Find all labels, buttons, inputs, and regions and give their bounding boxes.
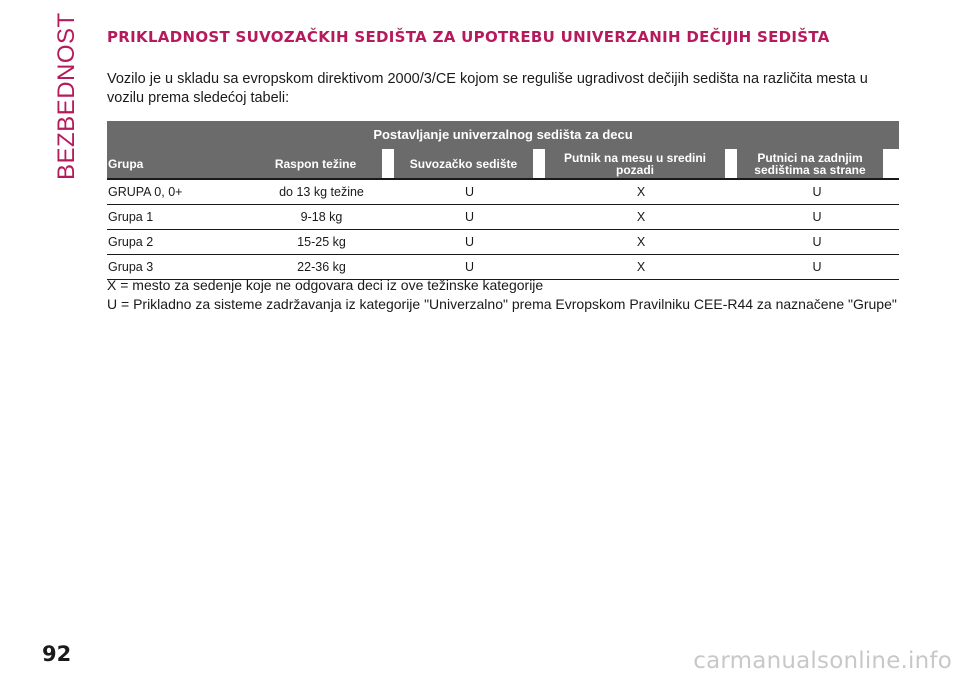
cell-group: Grupa 3 (108, 260, 154, 274)
cell-group: Grupa 2 (108, 235, 154, 249)
page-number: 92 (42, 642, 72, 666)
cell-rear-center: X (636, 210, 646, 224)
header-group: Grupa (107, 149, 249, 178)
cell-passenger: U (464, 260, 475, 274)
cell-weight: do 13 kg težine (279, 185, 364, 199)
table-caption: Postavljanje univerzalnog sedišta za decu (107, 121, 899, 149)
header-rear-center: Putnik na mesu u sredini pozadi (545, 149, 725, 178)
section-tab (52, 12, 82, 180)
cell-group: GRUPA 0, 0+ (108, 185, 183, 199)
cell-rear-sides: U (812, 185, 822, 199)
page-title: PRIKLADNOST SUVOZAČKIH SEDIŠTA ZA UPOTREBU UNIVERZANIH DEČIJIH SEDIŠTA (107, 28, 830, 46)
cell-rear-center: X (636, 185, 646, 199)
cell-rear-center: X (636, 260, 646, 274)
header-rear-sides: Putnici na zadnjim sedištima sa strane (737, 149, 883, 178)
header-separator (725, 149, 737, 178)
legend-u: U = Prikladno za sisteme zadržavanja iz kategorije "Univerzalno" prema Evropskom Pravilniku CEE-R44 za naznačene "Grupe" (107, 296, 897, 312)
intro-paragraph: Vozilo je u skladu sa evropskom direktivom 2000/3/CE kojom se reguliše ugradivost dečijih sedišta na različita mesta u vozilu prema sledećoj tabeli: (107, 71, 868, 106)
header-weight-range: Raspon težine (249, 149, 382, 178)
cell-rear-sides: U (812, 260, 822, 274)
header-passenger-seat: Suvozačko sedište (394, 149, 533, 178)
cell-rear-sides: U (812, 235, 822, 249)
table-header-row (107, 149, 899, 178)
legend-x: X = mesto za sedenje koje ne odgovara deci iz ove težinske kategorije (107, 277, 544, 293)
cell-group: Grupa 1 (108, 210, 154, 224)
header-separator (382, 149, 394, 178)
section-tab-label: BEZBEDNOST (53, 12, 80, 180)
cell-weight: 9-18 kg (300, 210, 343, 224)
header-separator (533, 149, 545, 178)
cell-rear-sides: U (812, 210, 822, 224)
cell-weight: 22-36 kg (297, 260, 346, 274)
cell-passenger: U (464, 235, 475, 249)
watermark: carmanualsonline.info (693, 648, 952, 674)
table-row (107, 180, 899, 205)
table-row (107, 230, 899, 255)
cell-rear-center: X (636, 235, 646, 249)
legend (107, 276, 907, 314)
child-seat-table (107, 121, 899, 280)
cell-weight: 15-25 kg (297, 235, 346, 249)
cell-passenger: U (464, 185, 475, 199)
cell-passenger: U (464, 210, 475, 224)
table-row (107, 205, 899, 230)
